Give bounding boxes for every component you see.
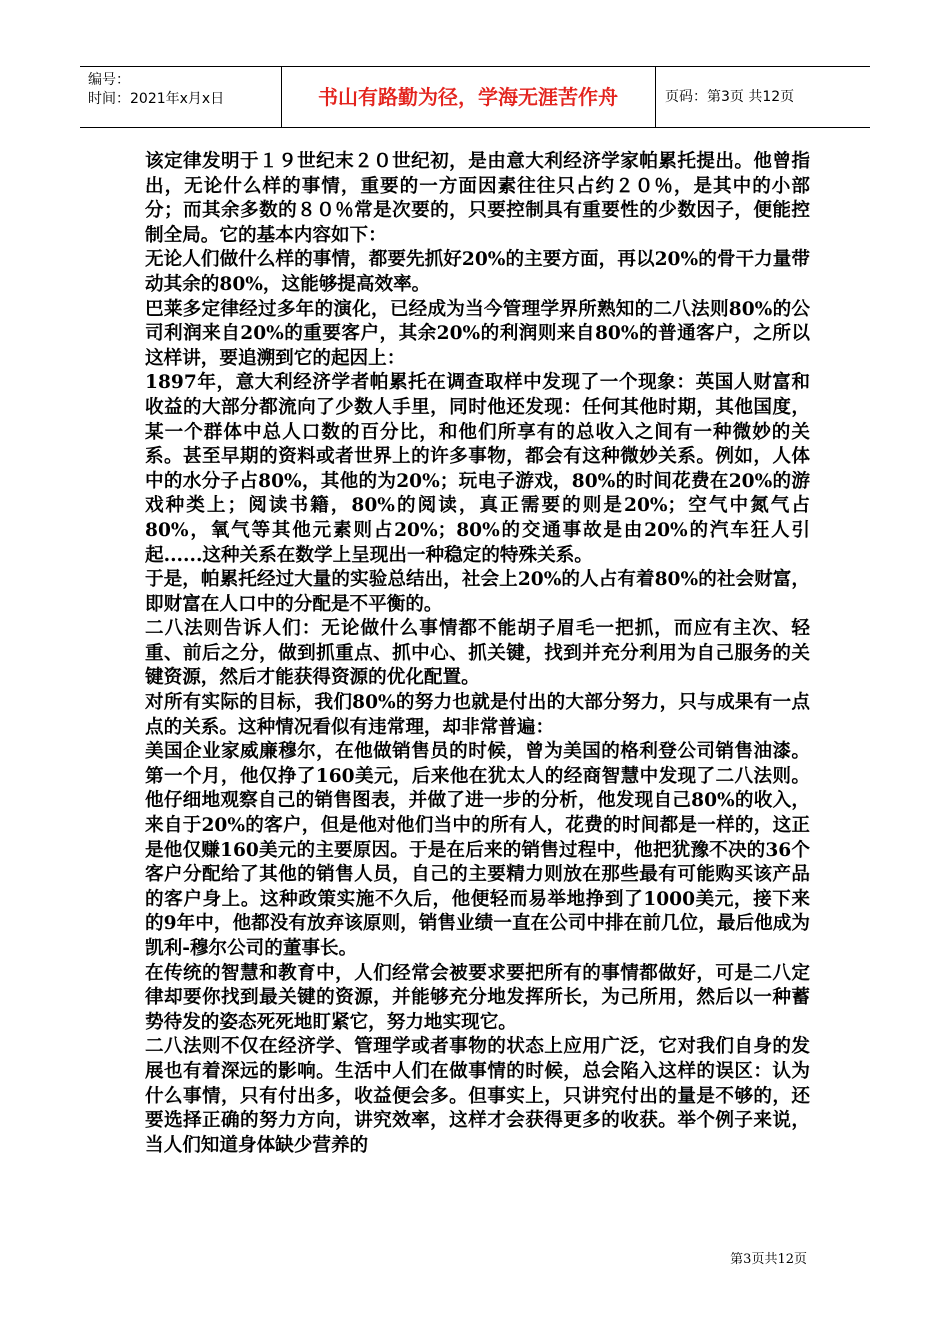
paragraph: 二八法则告诉人们：无论做什么事情都不能胡子眉毛一把抓，而应有主次、轻重、前后之分，做到抓重点、抓中心、抓关键，找到并充分利用为自己服务的关键资源，然后才能获得资源的优化配置。 [145,618,810,689]
paragraph: 1897年，意大利经济学者帕累托在调查取样中发现了一个现象：英国人财富和收益的大部分都流向了少数人手里，同时他还发现：任何其他时期，其他国度，某一个群体中总人口数的百分比，和他们所享有的总收入之间有一种微妙的关系。甚至早期的资料或者世界上的许多事物，都会有这种微妙关系。例如，人体中的水分子占80%，其他的为20%；玩电子游戏，80%的时间花费在20%的游戏种类上；阅读书籍，80%的阅读，真正需要的则是20%；空气中氮气占80%，氧气等其他元素则占20%；80%的交通事故是由20%的汽车狂人引起......这种关系在数学上呈现出一种稳定的特殊关系。 [145,372,810,566]
document-date: 时间：2021年x月x日 [88,91,225,107]
paragraph: 二八法则不仅在经济学、管理学或者事物的状态上应用广泛，它对我们自身的发展也有着深远的影响。生活中人们在做事情的时候，总会陷入这样的误区：认为什么事情，只有付出多，收益便会多。但事实上，只讲究付出的量是不够的，还要选择正确的努力方向，讲究效率，这样才会获得更多的收获。举个例子来说，当人们知道身体缺少营养的 [145,1036,810,1156]
page-header [80,66,870,128]
paragraph: 美国企业家威廉穆尔，在他做销售员的时候，曾为美国的格利登公司销售油漆。第一个月，他仅挣了160美元，后来他在犹太人的经商智慧中发现了二八法则。他仔细地观察自己的销售图表，并做了进一步的分析，他发现自己80%的收入，来自于20%的客户，但是他对他们当中的所有人，花费的时间都是一样的，这正是他仅赚160美元的主要原因。于是在后来的销售过程中，他把犹豫不决的36个客户分配给了其他的销售人员，自己的主要精力则放在那些最有可能购买该产品的客户身上。这种政策实施不久后，他便轻而易举地挣到了1000美元，接下来的9年中，他都没有放弃该原则，销售业绩一直在公司中排在前几位，最后他成为凯利-穆尔公司的董事长。 [145,741,810,959]
paragraph: 在传统的智慧和教育中，人们经常会被要求要把所有的事情都做好，可是二八定律却要你找到最关键的资源，并能够充分地发挥所长，为己所用，然后以一种蓄势待发的姿态死死地盯紧它，努力地实现它。 [145,962,810,1033]
paragraph: 该定律发明于１９世纪末２０世纪初，是由意大利经济学家帕累托提出。他曾指出，无论什么样的事情，重要的一方面因素往往只占约２０％，是其中的小部分；而其余多数的８０％常是次要的，只要控制具有重要性的少数因子，便能控制全局。它的基本内容如下： [145,151,810,246]
paragraph: 于是，帕累托经过大量的实验总结出，社会上20%的人占有着80%的社会财富，即财富在人口中的分配是不平衡的。 [145,569,810,615]
paragraph: 无论人们做什么样的事情，都要先抓好20%的主要方面，再以20%的骨干力量带动其余的80%，这能够提高效率。 [145,249,810,295]
header-meta [88,71,288,109]
page-footer: 第3页共12页 [730,1252,807,1267]
header-motto: 书山有路勤为径，学海无涯苦作舟 [318,85,618,109]
header-page-code: 页码：第3页 共12页 [665,89,795,105]
document-body [145,150,810,1158]
document-number-label: 编号： [88,72,130,88]
paragraph: 巴莱多定律经过多年的演化，已经成为当今管理学界所熟知的二八法则80%的公司利润来自20%的重要客户，其余20%的利润则来自80%的普通客户，之所以这样讲，要追溯到它的起因上： [145,298,810,369]
header-divider-right [655,67,656,127]
paragraph: 对所有实际的目标，我们80%的努力也就是付出的大部分努力，只与成果有一点点的关系。这种情况看似有违常理，却非常普遍： [145,692,810,738]
